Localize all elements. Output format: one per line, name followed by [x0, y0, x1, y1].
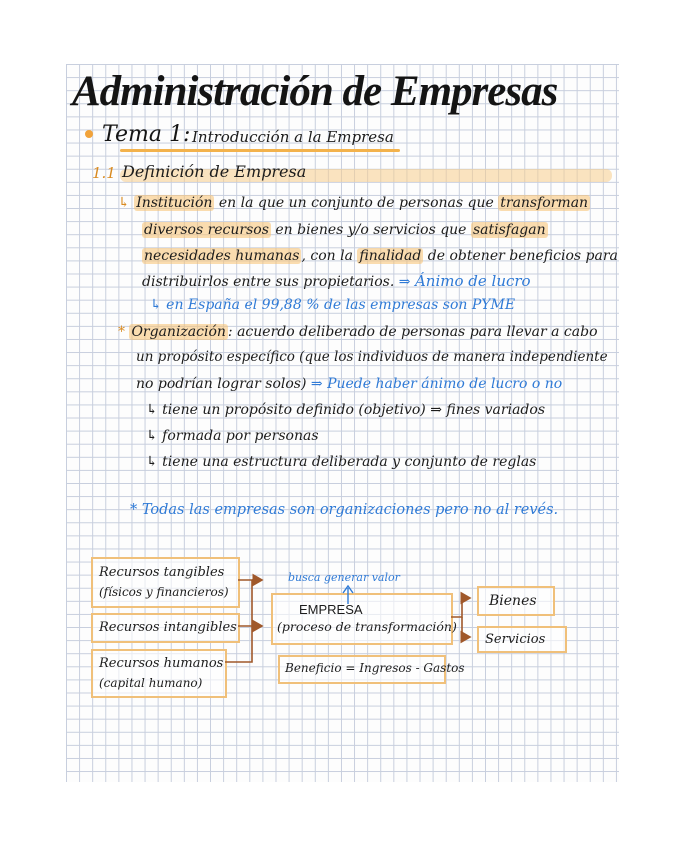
organizacion-line-2: un propósito específico (que los individuos de manera independiente — [136, 349, 608, 365]
input-label: Recursos humanos — [99, 656, 224, 671]
definition-text: : acuerdo deliberado de personas para llevar a cabo — [227, 324, 598, 340]
puede-haber-lucro: ⇒ Puede haber ánimo de lucro o no — [310, 376, 563, 392]
highlight-necesidades: necesidades humanas — [144, 248, 300, 264]
input-label: Recursos intangibles — [99, 620, 237, 635]
section-heading: Definición de Empresa — [122, 162, 307, 181]
output-label: Servicios — [485, 632, 546, 647]
definition-text: de obtener beneficios para — [427, 248, 618, 264]
input-label: Recursos tangibles — [99, 565, 225, 580]
definition-text: en la que un conjunto de personas que — [218, 195, 494, 211]
beneficio-formula: Beneficio = Ingresos - Gastos — [285, 661, 465, 675]
input-box-intangibles — [91, 613, 240, 643]
star-icon: * — [118, 324, 125, 340]
section-number: 1.1 — [92, 164, 116, 182]
tema-underline — [120, 149, 400, 152]
definition-line-1 — [118, 196, 590, 210]
definition-line-3 — [142, 249, 618, 263]
organizacion-line-3 — [136, 377, 562, 391]
implies-arrow-icon: ⇒ — [398, 274, 411, 290]
empresa-box — [271, 593, 457, 645]
tema-heading: Tema 1: — [102, 122, 191, 147]
organizacion-sub-item: ↳ tiene un propósito definido (objetivo) ⇒ fines variados — [146, 402, 545, 418]
input-sublabel: (capital humano) — [99, 676, 203, 690]
highlight-recursos: diversos recursos — [144, 222, 269, 238]
espana-pyme-note: ↳ en España el 99,88 % de las empresas son PYME — [150, 297, 516, 313]
definition-line-4 — [142, 274, 531, 289]
highlight-finalidad: finalidad — [359, 248, 422, 264]
definition-text: , con la — [301, 248, 353, 264]
output-box-servicios — [477, 626, 567, 653]
beneficio-box — [278, 655, 465, 684]
arrow-icon: ↳ — [118, 195, 130, 211]
tema-subtitle: Introducción a la Empresa — [192, 128, 394, 146]
output-label: Bienes — [489, 593, 537, 609]
input-box-humanos — [91, 649, 227, 698]
todas-empresas-note: * Todas las empresas son organizaciones pero no al revés. — [130, 502, 559, 518]
input-box-tangibles — [91, 557, 240, 608]
empresa-sublabel: (proceso de transformación) — [277, 619, 457, 634]
highlight-transforman: transforman — [500, 195, 589, 211]
definition-text: en bienes y/o servicios que — [275, 222, 467, 238]
animo-de-lucro: Ánimo de lucro — [414, 272, 531, 290]
definition-text: distribuirlos entre sus propietarios. — [142, 274, 395, 290]
output-box-bienes — [477, 586, 555, 616]
input-sublabel: (físicos y financieros) — [99, 585, 229, 599]
organizacion-line-1 — [118, 325, 598, 339]
highlight-satisfagan: satisfagan — [472, 222, 546, 238]
organizacion-sub-item: ↳ formada por personas — [146, 428, 319, 444]
definition-line-2 — [142, 223, 548, 237]
empresa-label: EMPRESA — [299, 602, 363, 617]
page-title: Administración de Empresas — [72, 68, 558, 115]
tema-bullet-icon — [85, 130, 93, 138]
organizacion-keyword: Organización — [131, 324, 226, 340]
definition-text: no podrían lograr solos) — [136, 376, 307, 392]
value-note: busca generar valor — [288, 571, 400, 584]
institucion-keyword: Institución — [136, 195, 213, 211]
organizacion-sub-item: ↳ tiene una estructura deliberada y conjunto de reglas — [146, 454, 537, 470]
